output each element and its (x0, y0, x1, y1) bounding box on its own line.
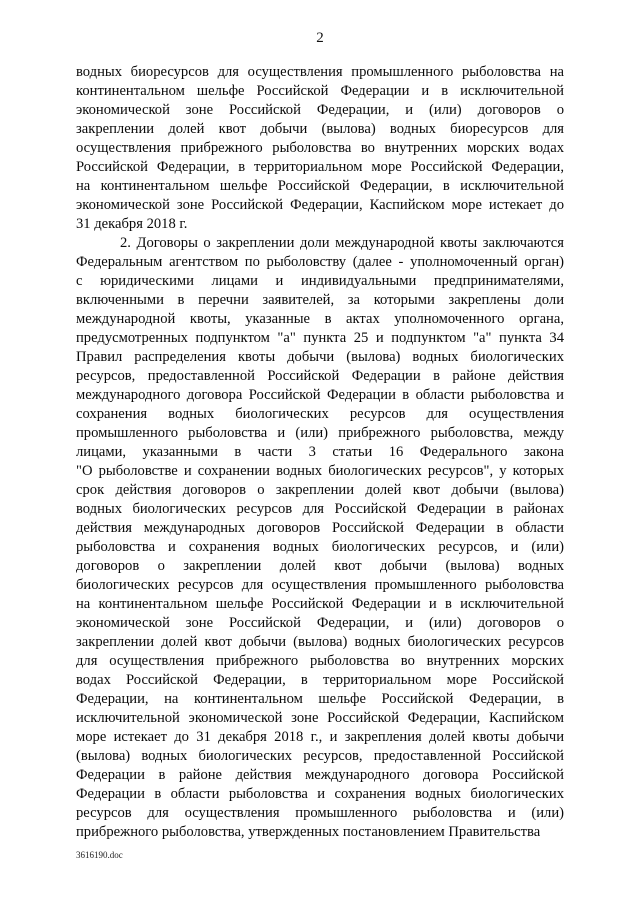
text-line: ресурсов, предоставленной Российской Федерации в районе действия (76, 368, 564, 384)
text-line: море истекает до 31 декабря 2018 г., и закрепления долей квоты добычи (76, 729, 564, 745)
text-line: осуществления прибрежного рыболовства во внутренних морских водах (76, 140, 564, 156)
text-line: прибрежного рыболовства, утвержденных постановлением Правительства (76, 824, 541, 840)
page-number: 2 (316, 30, 324, 46)
text-line: исключительной экономической зоне Российской Федерации, Каспийском (76, 710, 564, 726)
document-footer-filename: 3616190.doc (76, 850, 123, 860)
text-line: международной квоты, указанные в актах уполномоченного органа, (76, 311, 564, 327)
text-line: для осуществления прибрежного рыболовства во внутренних морских (76, 653, 564, 669)
text-line: экономической зоне Российской Федерации, и (или) договоров о (76, 615, 564, 631)
text-line: на континентальном шельфе Российской Федерации, в исключительной (76, 178, 564, 194)
text-line: действия международных договоров Российской Федерации в области (76, 520, 564, 536)
text-line: Федерации в области рыболовства и сохранения водных биологических (76, 786, 564, 802)
text-line: континентальном шельфе Российской Федерации и в исключительной (76, 83, 564, 99)
text-line: срок действия договоров о закреплении долей квот добычи (вылова) (76, 482, 564, 498)
text-line: на континентальном шельфе Российской Федерации и в исключительной (76, 596, 564, 612)
text-line: закреплении долей квот добычи (вылова) водных биологических ресурсов (76, 634, 564, 650)
text-line: международного договора Российской Федерации в области рыболовства и (76, 387, 564, 403)
text-line: 2. Договоры о закреплении доли международной квоты заключаются (120, 235, 564, 251)
text-line: Федерации в районе действия международного договора Российской (76, 767, 564, 783)
text-line: с юридическими лицами и индивидуальными предпринимателями, (76, 273, 564, 289)
paragraph-item-2 (76, 234, 564, 842)
text-line: предусмотренных подпунктом "а" пункта 25 и подпунктом "а" пункта 34 (76, 330, 564, 346)
text-line: промышленного рыболовства и (или) прибрежного рыболовства, между (76, 425, 564, 441)
text-line: (вылова) водных биологических ресурсов, предоставленной Российской (76, 748, 564, 764)
text-line: 31 декабря 2018 г. (76, 216, 188, 232)
text-line: рыболовства и сохранения водных биологических ресурсов, и (или) (76, 539, 564, 555)
text-line: Федерации, на континентальном шельфе Российской Федерации, в (76, 691, 564, 707)
text-line: водных биологических ресурсов для Российской Федерации в районах (76, 501, 564, 517)
text-line: лицами, указанными в части 3 статьи 16 Федерального закона (76, 444, 564, 460)
text-line: Правил распределения квоты добычи (вылова) водных биологических (76, 349, 564, 365)
text-line: "О рыболовстве и сохранении водных биологических ресурсов", у которых (76, 463, 564, 479)
text-line: сохранения водных биологических ресурсов для осуществления (76, 406, 564, 422)
text-line: экономической зоне Российской Федерации, и (или) договоров о (76, 102, 564, 118)
text-line: Федеральным агентством по рыболовству (далее - уполномоченный орган) (76, 254, 564, 270)
text-line: водах Российской Федерации, в территориальном море Российской (76, 672, 564, 688)
text-line: Российской Федерации, в территориальном море Российской Федерации, (76, 159, 564, 175)
text-line: договоров о закреплении долей квот добычи (вылова) водных (76, 558, 564, 574)
text-line: биологических ресурсов для осуществления промышленного рыболовства (76, 577, 564, 593)
text-line: водных биоресурсов для осуществления промышленного рыболовства на (76, 64, 564, 80)
text-line: ресурсов для осуществления промышленного рыболовства и (или) (76, 805, 564, 821)
text-line: экономической зоне Российской Федерации, Каспийском море истекает до (76, 197, 564, 213)
text-line: включенными в перечни заявителей, за которыми закреплены доли (76, 292, 564, 308)
paragraph-continuation (76, 63, 564, 234)
text-line: закреплении долей квот добычи (вылова) водных биоресурсов для (76, 121, 564, 137)
